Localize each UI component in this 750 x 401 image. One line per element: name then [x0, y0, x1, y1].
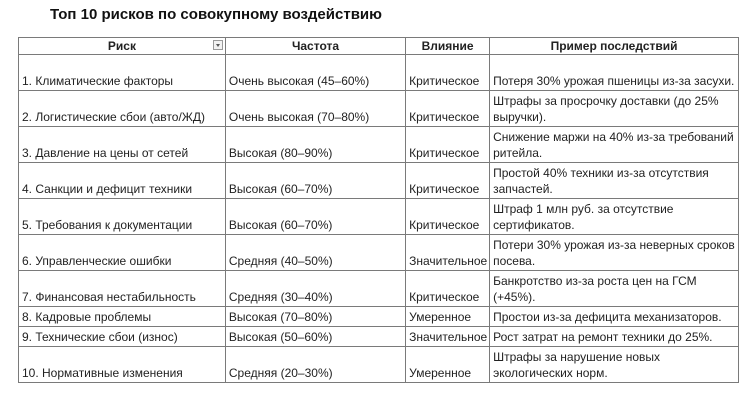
- cell-impact: Критическое: [406, 127, 490, 163]
- cell-example: Штраф 1 млн руб. за отсутствие сертификатов.: [490, 199, 739, 235]
- cell-risk: 3. Давление на цены от сетей: [19, 127, 226, 163]
- cell-example: Штрафы за просрочку доставки (до 25% выручки).: [490, 91, 739, 127]
- table-row: [19, 91, 739, 127]
- cell-impact: Критическое: [406, 271, 490, 307]
- table-row: [19, 163, 739, 199]
- header-risk-label: Риск: [107, 39, 136, 53]
- cell-impact: Критическое: [406, 199, 490, 235]
- cell-impact: Значительное: [406, 235, 490, 271]
- cell-impact: Значительное: [406, 327, 490, 347]
- cell-example: Простой 40% техники из-за отсутствия запчастей.: [490, 163, 739, 199]
- cell-impact: Умеренное: [406, 347, 490, 383]
- cell-risk: 1. Климатические факторы: [19, 55, 226, 91]
- cell-risk: 2. Логистические сбои (авто/ЖД): [19, 91, 226, 127]
- chevron-down-icon[interactable]: [213, 40, 223, 50]
- page-title: Топ 10 рисков по совокупному воздействию: [50, 6, 382, 23]
- cell-risk: 6. Управленческие ошибки: [19, 235, 226, 271]
- cell-frequency: Очень высокая (70–80%): [225, 91, 405, 127]
- cell-risk: 9. Технические сбои (износ): [19, 327, 226, 347]
- cell-example: Простои из-за дефицита механизаторов.: [490, 307, 739, 327]
- cell-frequency: Очень высокая (45–60%): [225, 55, 405, 91]
- cell-example: Потеря 30% урожая пшеницы из-за засухи.: [490, 55, 739, 91]
- header-example: Пример последствий: [490, 38, 739, 55]
- cell-frequency: Средняя (20–30%): [225, 347, 405, 383]
- table-row: [19, 199, 739, 235]
- cell-example: Рост затрат на ремонт техники до 25%.: [490, 327, 739, 347]
- cell-risk: 10. Нормативные изменения: [19, 347, 226, 383]
- cell-frequency: Высокая (60–70%): [225, 163, 405, 199]
- cell-frequency: Средняя (30–40%): [225, 271, 405, 307]
- cell-impact: Критическое: [406, 91, 490, 127]
- table-header-row: [19, 38, 739, 55]
- cell-impact: Критическое: [406, 55, 490, 91]
- cell-risk: 5. Требования к документации: [19, 199, 226, 235]
- table-row: [19, 327, 739, 347]
- header-risk: [19, 38, 226, 55]
- table-row: [19, 347, 739, 383]
- cell-example: Снижение маржи на 40% из-за требований ритейла.: [490, 127, 739, 163]
- table-row: [19, 235, 739, 271]
- cell-risk: 8. Кадровые проблемы: [19, 307, 226, 327]
- cell-risk: 7. Финансовая нестабильность: [19, 271, 226, 307]
- cell-impact: Критическое: [406, 163, 490, 199]
- table-row: [19, 307, 739, 327]
- cell-impact: Умеренное: [406, 307, 490, 327]
- header-impact: Влияние: [406, 38, 490, 55]
- cell-risk: 4. Санкции и дефицит техники: [19, 163, 226, 199]
- table-row: [19, 127, 739, 163]
- header-frequency: Частота: [225, 38, 405, 55]
- cell-frequency: Высокая (60–70%): [225, 199, 405, 235]
- table-row: [19, 55, 739, 91]
- risk-table: [18, 37, 739, 383]
- table-row: [19, 271, 739, 307]
- cell-frequency: Высокая (50–60%): [225, 327, 405, 347]
- cell-frequency: Высокая (80–90%): [225, 127, 405, 163]
- cell-frequency: Средняя (40–50%): [225, 235, 405, 271]
- cell-frequency: Высокая (70–80%): [225, 307, 405, 327]
- cell-example: Потери 30% урожая из-за неверных сроков посева.: [490, 235, 739, 271]
- cell-example: Штрафы за нарушение новых экологических норм.: [490, 347, 739, 383]
- cell-example: Банкротство из-за роста цен на ГСМ (+45%).: [490, 271, 739, 307]
